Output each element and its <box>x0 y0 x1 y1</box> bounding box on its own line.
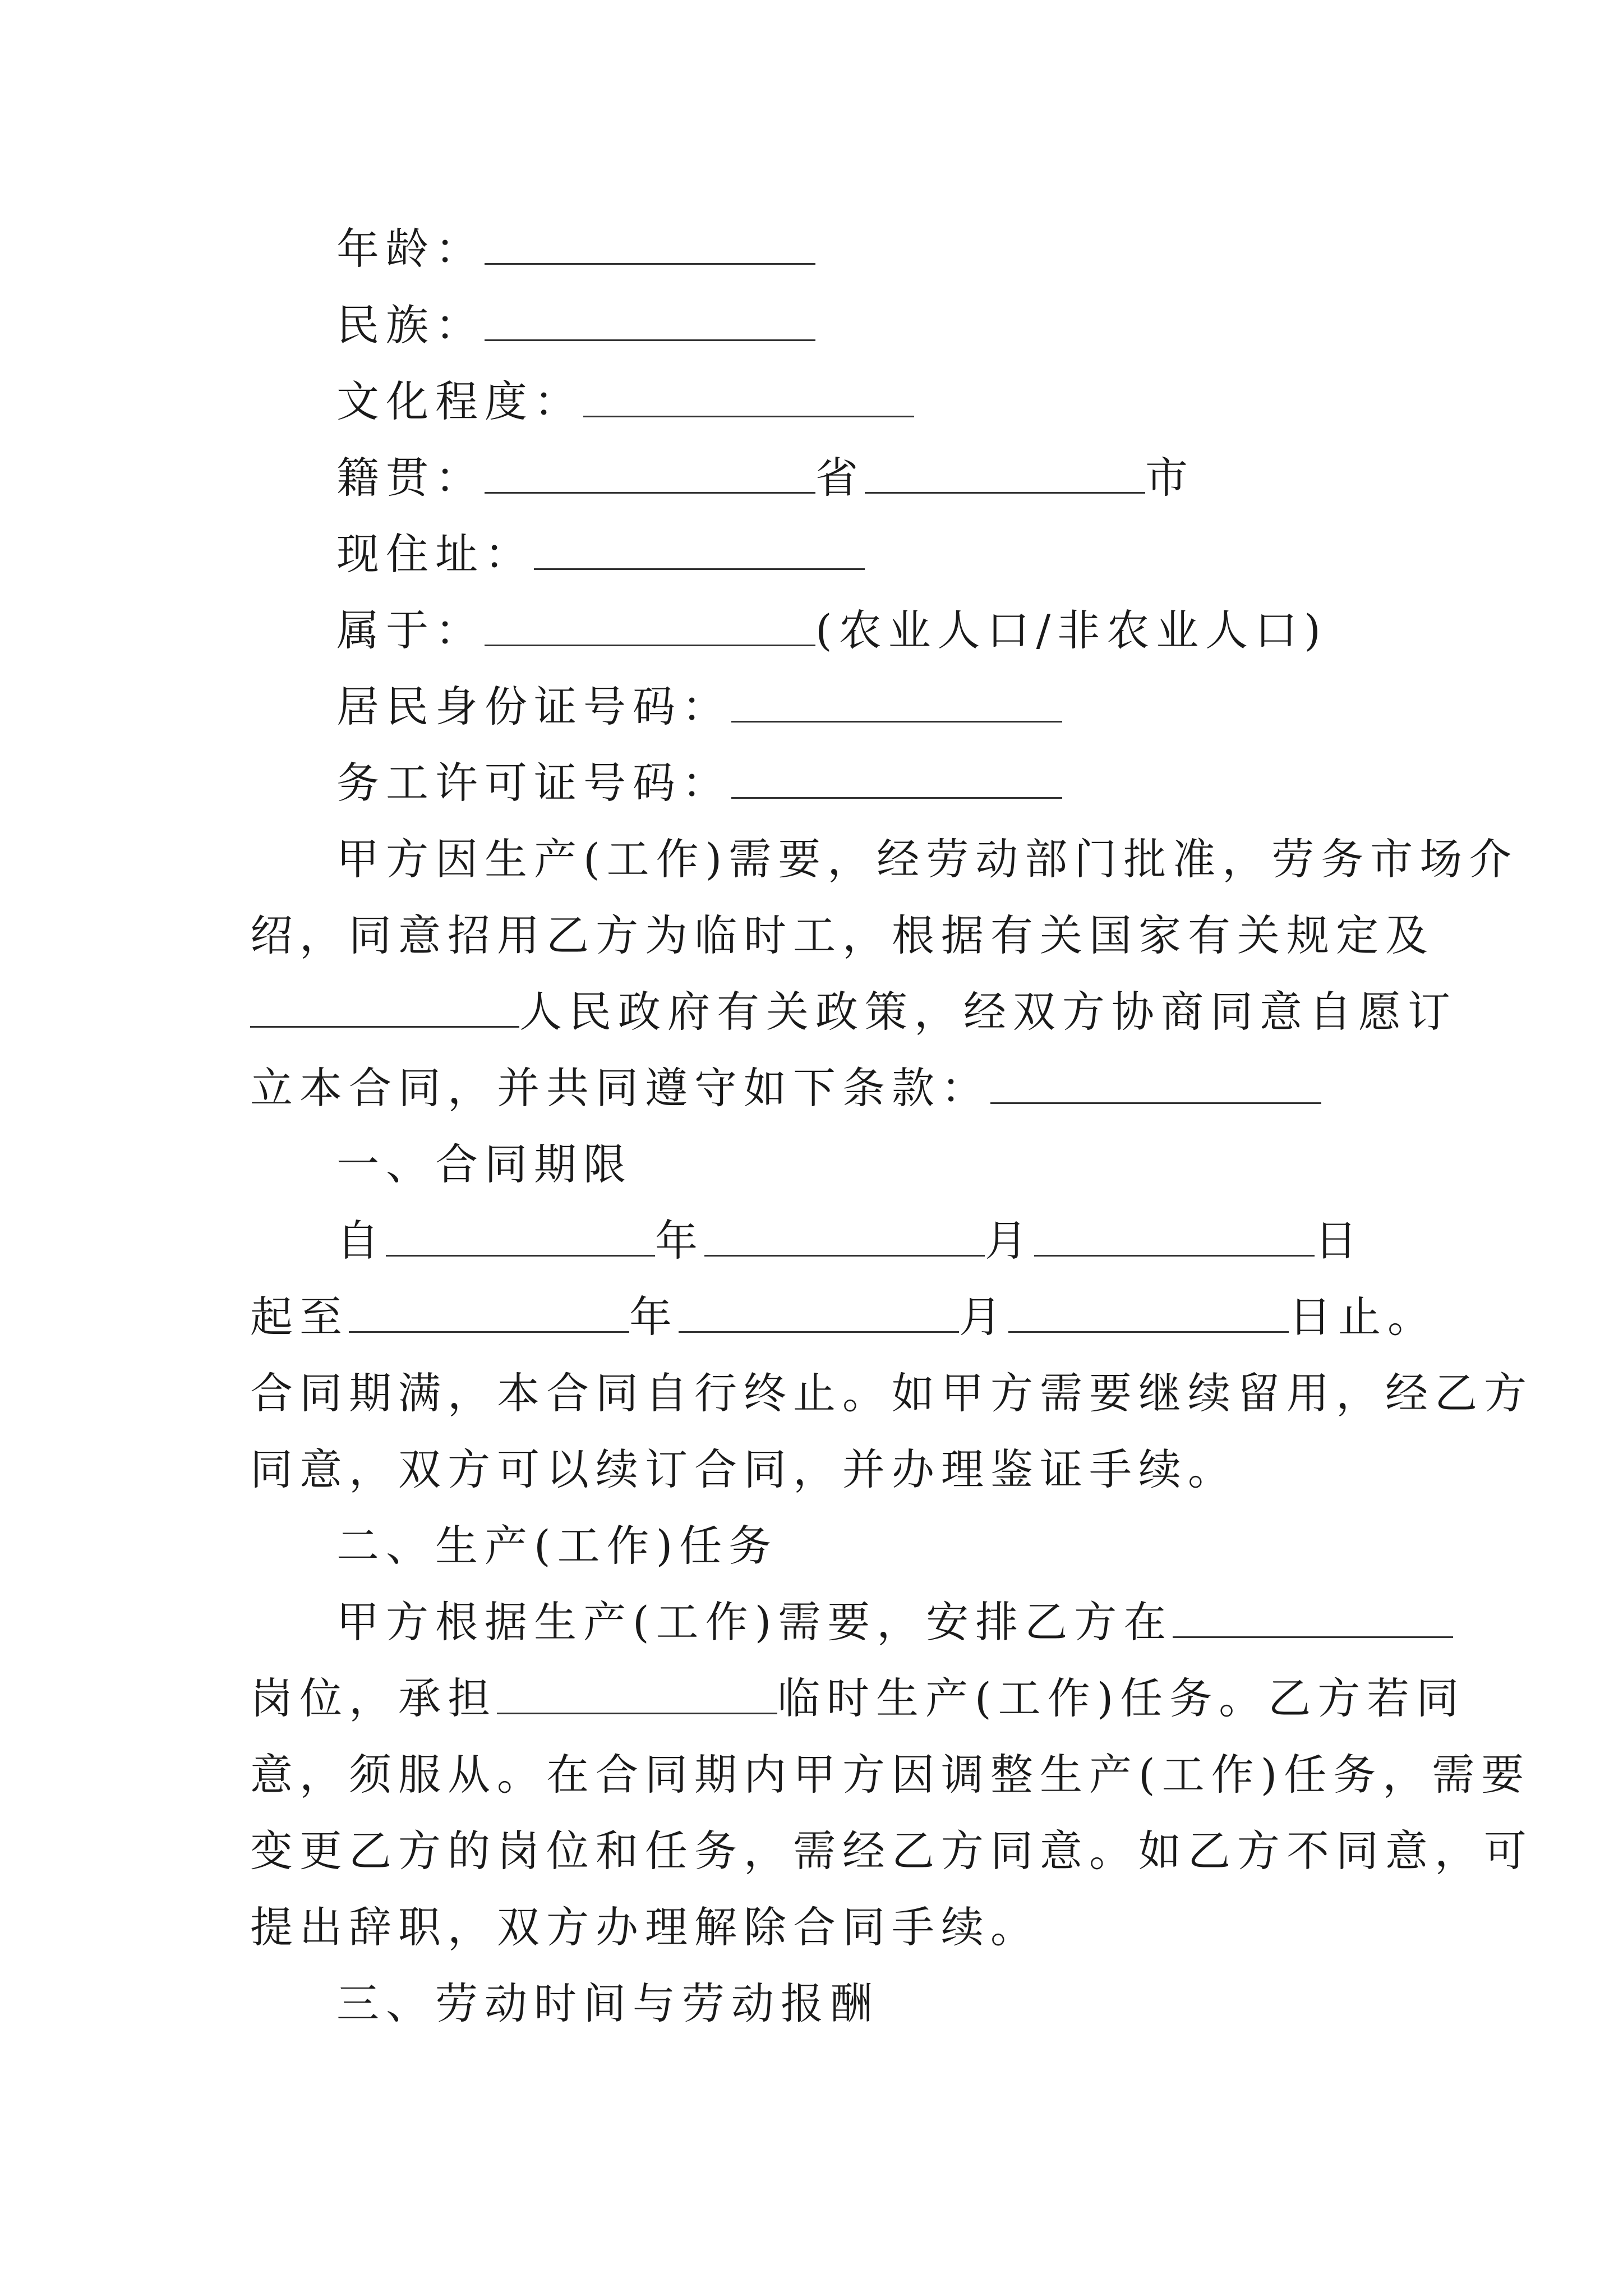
ethnicity-blank[interactable] <box>485 306 815 341</box>
address-label: 现住址： <box>336 529 534 579</box>
section-2-line-3: 意，须服从。在合同期内甲方因调整生产(工作)任务，需要 <box>250 1750 1531 1800</box>
start-month-blank[interactable] <box>704 1221 985 1257</box>
government-blank[interactable] <box>250 992 519 1028</box>
id-number-blank[interactable] <box>731 687 1062 723</box>
work-permit-blank[interactable] <box>731 763 1062 799</box>
household-options: (农业人口/非农业人口) <box>815 605 1327 655</box>
end-year-blank[interactable] <box>349 1297 629 1333</box>
task-blank[interactable] <box>497 1679 777 1714</box>
intro-blank[interactable] <box>990 1069 1321 1104</box>
section-2-line-4: 变更乙方的岗位和任务，需经乙方同意。如乙方不同意，可 <box>250 1826 1533 1876</box>
age-blank[interactable] <box>485 229 815 265</box>
term-end-row <box>250 1290 1437 1344</box>
work-permit-label: 务工许可证号码： <box>336 758 731 808</box>
province-blank[interactable] <box>485 458 815 494</box>
education-blank[interactable] <box>583 382 914 417</box>
section-2-line-2b: 临时生产(工作)任务。乙方若同 <box>777 1673 1466 1723</box>
education-label: 文化程度： <box>336 376 583 426</box>
start-year-label: 年 <box>655 1216 704 1266</box>
section-1-line-3: 合同期满，本合同自行终止。如甲方需要继续留用，经乙方 <box>250 1368 1533 1418</box>
province-label: 省 <box>815 453 865 503</box>
from-label: 自 <box>336 1216 386 1266</box>
city-label: 市 <box>1145 453 1195 503</box>
education-row <box>336 375 914 429</box>
native-place-label: 籍贯： <box>336 453 485 503</box>
intro-line-3 <box>250 985 1457 1039</box>
until-label: 起至 <box>250 1292 349 1342</box>
end-day-label: 日止。 <box>1289 1292 1437 1342</box>
start-day-label: 日 <box>1315 1216 1364 1266</box>
end-day-blank[interactable] <box>1008 1297 1289 1333</box>
intro-line-4 <box>250 1061 1321 1115</box>
term-start-row <box>336 1214 1364 1268</box>
intro-line-3-text: 人民政府有关政策，经双方协商同意自愿订 <box>519 987 1457 1037</box>
section-1-line-4: 同意，双方可以续订合同，并办理鉴证手续。 <box>250 1444 1237 1494</box>
section-2-line-2a: 岗位，承担 <box>250 1673 497 1723</box>
start-month-label: 月 <box>985 1216 1034 1266</box>
native-place-row <box>336 451 1195 505</box>
ethnicity-row <box>336 298 815 352</box>
intro-line-1: 甲方因生产(工作)需要，经劳动部门批准，劳务市场介 <box>336 834 1519 884</box>
section-2-line-1-text: 甲方根据生产(工作)需要，安排乙方在 <box>336 1597 1173 1647</box>
end-month-label: 月 <box>959 1292 1008 1342</box>
start-year-blank[interactable] <box>386 1221 655 1257</box>
household-label: 属于： <box>336 605 485 655</box>
age-label: 年龄： <box>336 224 485 274</box>
start-day-blank[interactable] <box>1034 1221 1315 1257</box>
intro-line-2: 绍，同意招用乙方为临时工，根据有关国家有关规定及 <box>250 910 1435 960</box>
section-2-heading: 二、生产(工作)任务 <box>336 1521 778 1571</box>
section-2-line-2 <box>250 1672 1465 1726</box>
city-blank[interactable] <box>865 458 1145 494</box>
end-year-label: 年 <box>629 1292 679 1342</box>
intro-line-4-text: 立本合同，并共同遵守如下条款： <box>250 1063 990 1113</box>
household-row <box>336 604 1327 657</box>
work-permit-row <box>336 756 1062 810</box>
end-month-blank[interactable] <box>679 1297 959 1333</box>
address-blank[interactable] <box>534 535 865 570</box>
id-number-row <box>336 680 1062 734</box>
address-row <box>336 527 865 581</box>
age-row <box>336 222 815 276</box>
position-blank[interactable] <box>1173 1603 1453 1638</box>
section-2-line-5: 提出辞职，双方办理解除合同手续。 <box>250 1902 1040 1952</box>
section-1-heading: 一、合同期限 <box>336 1139 633 1189</box>
household-blank[interactable] <box>485 611 815 646</box>
ethnicity-label: 民族： <box>336 300 485 350</box>
id-number-label: 居民身份证号码： <box>336 682 731 731</box>
section-3-heading: 三、劳动时间与劳动报酬 <box>336 1978 879 2028</box>
section-2-line-1 <box>336 1595 1453 1649</box>
